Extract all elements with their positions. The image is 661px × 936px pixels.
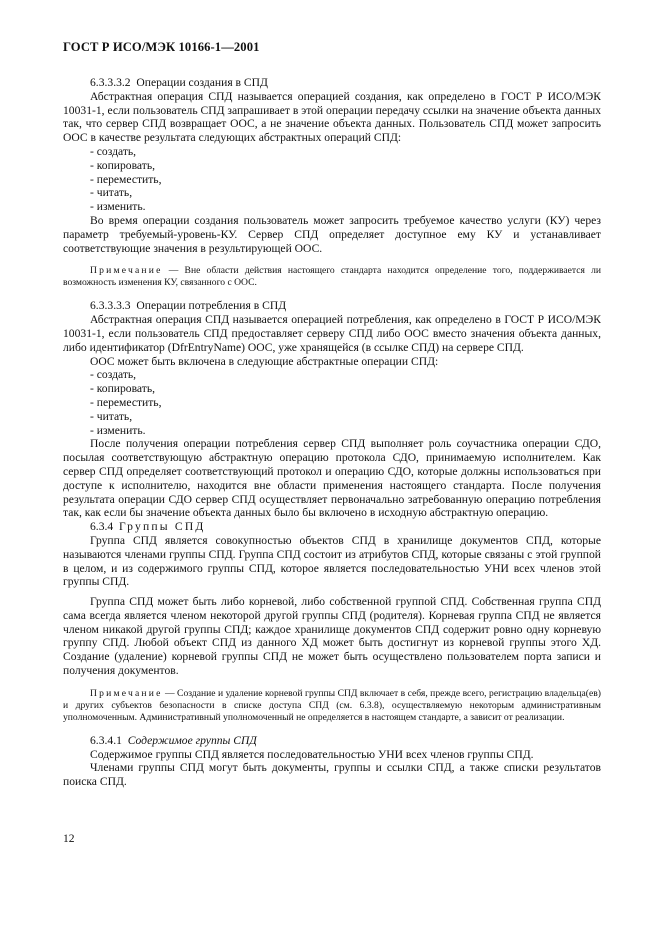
list-item: - изменить. bbox=[90, 200, 146, 214]
page-number: 12 bbox=[63, 832, 75, 845]
note-label: Примечание bbox=[90, 687, 163, 699]
paragraph: Абстрактная операция СПД называется операцией потребления, как определено в ГОСТ Р ИСО/МЭК 10031-1, если пользователь СПД предоставляет серверу СПД либо ООС вместо значения объекта данных, либо идентификатор (DfrEntryName) ООС, уже хранящейся (в ссылке СПД) на сервере СПД. bbox=[63, 313, 601, 354]
list-item: - копировать, bbox=[90, 382, 156, 396]
note-text: — Вне области действия настоящего стандарта находится определение того, поддерживается ли возможность изменения КУ, связанного с ООС. bbox=[63, 265, 601, 289]
list-item: - читать, bbox=[90, 409, 133, 423]
operation-list bbox=[63, 145, 601, 214]
section-heading bbox=[63, 76, 601, 90]
note bbox=[63, 265, 601, 289]
section-heading bbox=[63, 520, 601, 534]
list-item: - переместить, bbox=[90, 395, 162, 409]
section-title: Операции потребления в СПД bbox=[136, 299, 287, 313]
section-heading bbox=[63, 299, 601, 313]
paragraph: Абстрактная операция СПД называется операцией создания, как определено в ГОСТ Р ИСО/МЭК 10031-1, если пользователь СПД запрашивает в этой операции передачу ссылки на значение объекта данных так, что сервер СПД возвращает ООС, а не значение объекта данных. Пользователь СПД может запросить ООС в качестве результата следующих абстрактных операций СПД: bbox=[63, 89, 601, 145]
note bbox=[63, 688, 601, 724]
section-title: Группы СПД bbox=[118, 520, 206, 534]
section-number: 6.3.4 bbox=[90, 520, 114, 534]
paragraph: ООС может быть включена в следующие абстрактные операции СПД: bbox=[90, 354, 439, 368]
paragraph: После получения операции потребления сервер СПД выполняет роль соучастника операции СДО, посылая соответствующую абстрактную операцию протокола СДО, принимаемую исполнителем. Как сервер СПД определяет соответствующий протокол и операцию СДО, которые должны использоваться при доступе к исполнителю, находится вне области применения настоящего стандарта. После получения результата операции СДО сервер СПД осуществляет первоначально затребованную операцию потребления так, как если бы значение объекта данных было бы включено в исходную абстрактную операцию. bbox=[63, 437, 601, 520]
section-title: Содержимое группы СПД bbox=[127, 733, 257, 747]
list-item: - читать, bbox=[90, 186, 133, 200]
operation-list bbox=[63, 368, 601, 437]
section-title: Операции создания в СПД bbox=[136, 76, 268, 89]
section-heading bbox=[63, 734, 601, 748]
section-number: 6.3.3.3.3 bbox=[90, 299, 131, 313]
list-item: - переместить, bbox=[90, 172, 162, 186]
paragraph: Членами группы СПД могут быть документы, группы и ссылки СПД, а также списки результатов поиска СПД. bbox=[63, 761, 601, 789]
list-item: - создать, bbox=[90, 144, 137, 158]
paragraph: Группа СПД является совокупностью объектов СПД в хранилище документов СПД, которые называются членами группы СПД. Группа СПД состоит из атрибутов СПД, которые связаны с этой группой в целом, и из содержимого группы СПД, которое является последовательностью УНИ всех членов этой группы СПД. bbox=[63, 533, 601, 589]
section-number: 6.3.3.3.2 bbox=[90, 76, 131, 89]
note-label: Примечание bbox=[90, 265, 163, 277]
list-item: - изменить. bbox=[90, 423, 146, 437]
list-item: - копировать, bbox=[90, 158, 156, 172]
paragraph: Содержимое группы СПД является последовательностью УНИ всех членов группы СПД. bbox=[90, 747, 534, 761]
list-item: - создать, bbox=[90, 368, 137, 382]
paragraph: Во время операции создания пользователь может запросить требуемое качество услуги (КУ) через параметр требуемый-уровень-КУ. Сервер СПД определяет доступное ему КУ и устанавливает соответствующие значения в результирующей ООС. bbox=[63, 213, 601, 255]
paragraph: Группа СПД может быть либо корневой, либо собственной группой СПД. Собственная группа СПД сама всегда является членом некоторой другой группы СПД (родителя). Корневая группа СПД не является членом никакой другой группы СПД; каждое хранилище документов СПД содержит ровно одну корневую группу СПД. Любой объект СПД из данного ХД может быть достигнут из корневой группы этого ХД. Создание (удаление) корневой группы СПД не может быть осуществлено пользователем порта записи и получения документов. bbox=[63, 595, 601, 678]
document-body bbox=[63, 76, 601, 789]
note-text: — Создание и удаление корневой группы СПД включает в себя, прежде всего, регистрацию владельца(ев) и других субъектов безопасности в списке доступа СПД (см. 6.3.8), осуществляемую некоторым административным уполномоченным. Административный уполномоченный не определяется в настоящем стандарте, а зависит от реализации. bbox=[63, 687, 601, 723]
section-number: 6.3.4.1 bbox=[90, 733, 122, 747]
standard-header: ГОСТ Р ИСО/МЭК 10166-1—2001 bbox=[63, 40, 260, 54]
